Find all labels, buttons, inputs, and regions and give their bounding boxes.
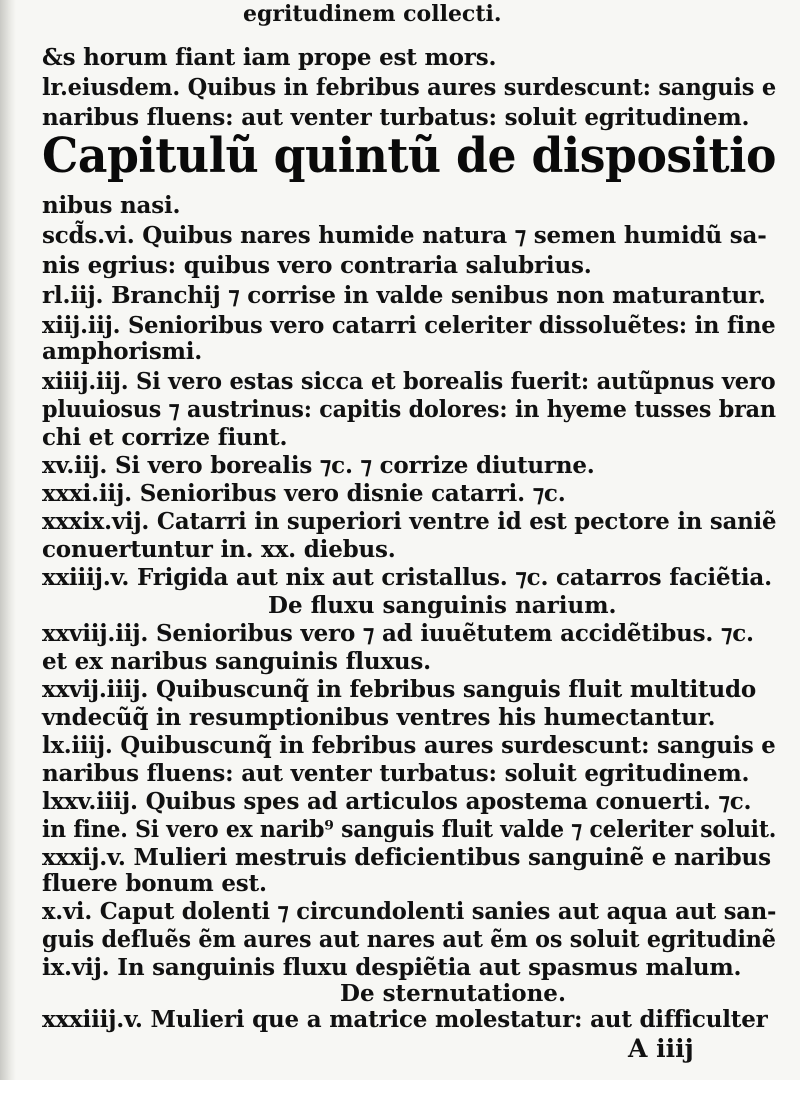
text-line: naribus fluens: aut venter turbatus: soluit egritudinem. bbox=[42, 760, 750, 787]
text-line: lx.iiij. Quibuscunq̃ in febribus aures surdescunt: sanguis e bbox=[42, 732, 776, 759]
section-heading: De fluxu sanguinis narium. bbox=[268, 592, 617, 619]
text-line: conuertuntur in. xx. diebus. bbox=[42, 536, 396, 563]
text-line: xxxix.vij. Catarri in superiori ventre id est pectore in saniẽ bbox=[42, 508, 777, 535]
text-line: nis egrius: quibus vero contraria salubrius. bbox=[42, 252, 592, 279]
text-line: xiij.iij. Senioribus vero catarri celeriter dissoluẽtes: in fine bbox=[42, 312, 776, 339]
text-line: ix.vij. In sanguinis fluxu despiẽtia aut spasmus malum. bbox=[42, 954, 742, 981]
signature-mark: A iiij bbox=[628, 1034, 694, 1063]
text-line: amphorismi. bbox=[42, 338, 203, 365]
text-line: vndecũq̃ in resumptionibus ventres his humectantur. bbox=[42, 704, 716, 731]
text-line: xxxiiij.v. Mulieri que a matrice molestatur: aut difficulter bbox=[42, 1006, 768, 1033]
text-line: scd̃s.vi. Quibus nares humide natura ⁊ semen humidũ sa- bbox=[42, 222, 767, 249]
text-line: et ex naribus sanguinis fluxus. bbox=[42, 648, 431, 675]
text-line: xv.iij. Si vero borealis ⁊c. ⁊ corrize diuturne. bbox=[42, 452, 595, 479]
text-line: nibus nasi. bbox=[42, 192, 181, 219]
page-gutter-shadow bbox=[0, 0, 16, 1101]
text-line: pluuiosus ⁊ austrinus: capitis dolores: in hyeme tusses bran bbox=[42, 396, 776, 423]
running-head: egritudinem collecti. bbox=[243, 1, 502, 27]
text-line: in fine. Si vero ex narib⁹ sanguis fluit valde ⁊ celeriter soluit. bbox=[42, 816, 777, 843]
text-line: fluere bonum est. bbox=[42, 870, 267, 897]
bottom-margin bbox=[0, 1080, 800, 1101]
text-line: naribus fluens: aut venter turbatus: soluit egritudinem. bbox=[42, 104, 750, 131]
text-line: xxiiij.v. Frigida aut nix aut cristallus. ⁊c. catarros faciẽtia. bbox=[42, 564, 772, 591]
text-line: xxxi.iij. Senioribus vero disnie catarri. ⁊c. bbox=[42, 480, 566, 507]
text-line: xxvij.iiij. Quibuscunq̃ in febribus sanguis fluit multitudo bbox=[42, 676, 757, 703]
text-line: chi et corrize fiunt. bbox=[42, 424, 288, 451]
text-line: rl.iij. Branchij ⁊ corrise in valde senibus non maturantur. bbox=[42, 282, 766, 309]
text-line: xxviij.iij. Senioribus vero ⁊ ad iuuẽtutem accidẽtibus. ⁊c. bbox=[42, 620, 754, 647]
text-line: xxxij.v. Mulieri mestruis deficientibus sanguinẽ e naribus bbox=[42, 844, 771, 871]
text-line: x.vi. Caput dolenti ⁊ circundolenti sanies aut aqua aut san- bbox=[42, 898, 777, 925]
text-line: guis defluẽs ẽm aures aut nares aut ẽm os soluit egritudinẽ bbox=[42, 926, 776, 953]
chapter-heading: Capitulũ quintũ de dispositio bbox=[42, 128, 776, 184]
section-heading: De sternutatione. bbox=[340, 980, 566, 1007]
text-line: lr.eiusdem. Quibus in febribus aures surdescunt: sanguis e bbox=[42, 74, 777, 101]
text-line: &s horum fiant iam prope est mors. bbox=[42, 44, 497, 71]
text-line: xiiij.iij. Si vero estas sicca et borealis fuerit: autũpnus vero bbox=[42, 368, 776, 395]
text-line: lxxv.iiij. Quibus spes ad articulos apostema conuerti. ⁊c. bbox=[42, 788, 752, 815]
